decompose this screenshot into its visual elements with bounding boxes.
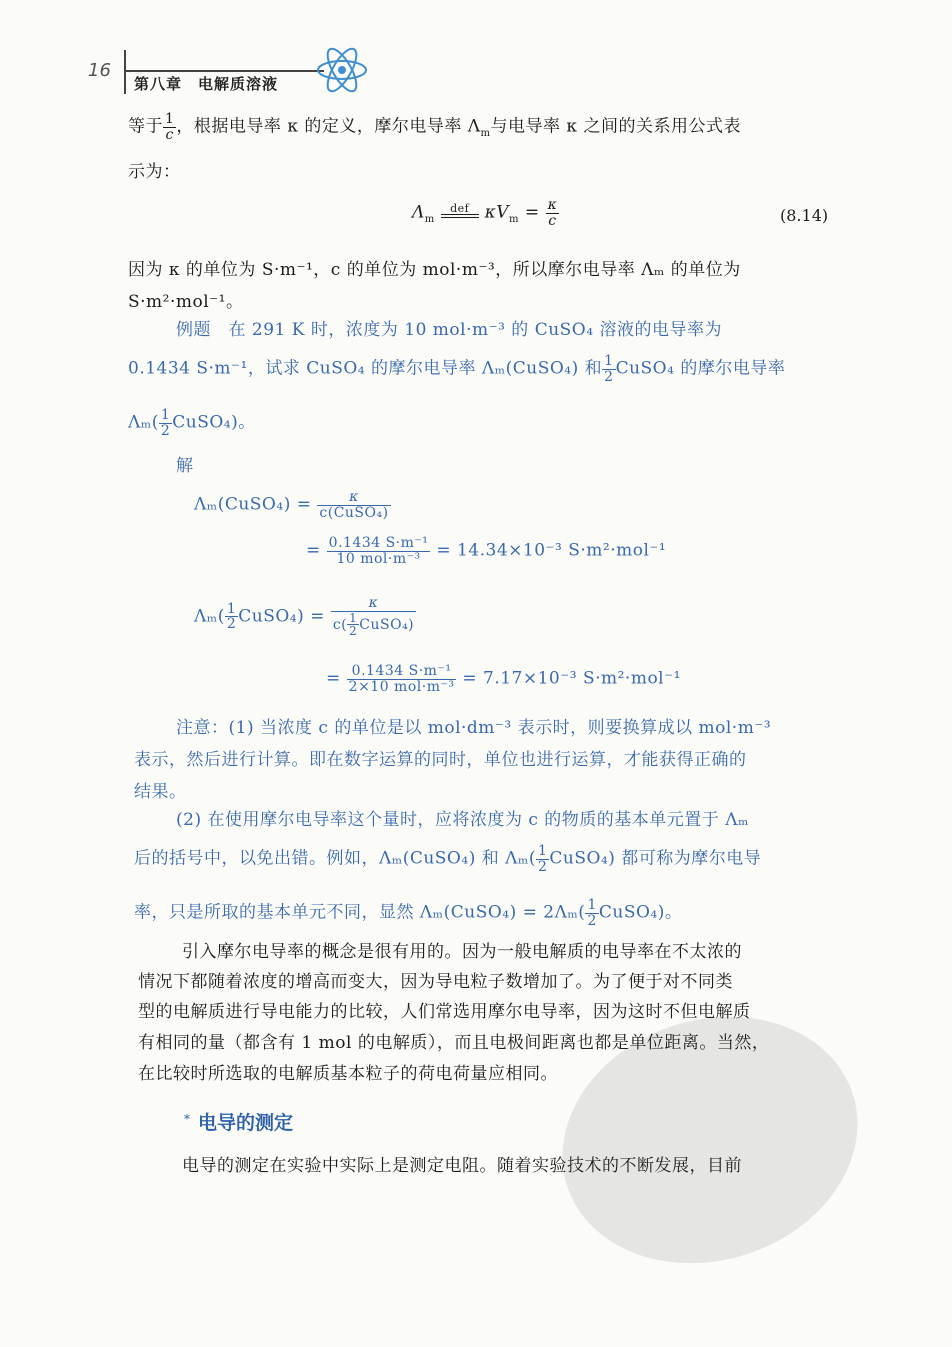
paragraph-3-line-5: 在比较时所选取的电解质基本粒子的荷电荷量应相同。 bbox=[138, 1064, 558, 1084]
paragraph-3-line-3: 型的电解质进行导电能力的比较，人们常选用摩尔电导率，因为这时不但电解质 bbox=[138, 1002, 751, 1022]
example-line-1: 例题 在 291 K 时，浓度为 10 mol·m⁻³ 的 CuSO₄ 溶液的电导率为 bbox=[176, 320, 722, 340]
paragraph-2-line-1: 因为 κ 的单位为 S·m⁻¹，c 的单位为 mol·m⁻³，所以摩尔电导率 Λₘ 的单位为 bbox=[128, 260, 741, 280]
equation-8-14: $\Lambda_m$ def $\kappa V_m$ = $\frac{\kappa}{c}$ bbox=[412, 197, 558, 229]
paragraph-3-line-2: 情况下都随着浓度的增高而变大，因为导电粒子数增加了。为了便于对不同类 bbox=[138, 972, 733, 992]
example-line-3: Λₘ( $\frac{1}{2}$ CuSO₄)。 bbox=[128, 407, 256, 439]
equation-number: (8.14) bbox=[780, 206, 829, 225]
note-1-line-1: 注意：(1) 当浓度 c 的单位是以 mol·dm⁻³ 表示时，则要换算成以 mol·m⁻³ bbox=[176, 718, 772, 738]
section-heading: 电导的测定 bbox=[198, 1112, 294, 1134]
page-number: 16 bbox=[88, 60, 111, 81]
note-2-line-3: 率，只是所取的基本单元不同，显然 Λₘ(CuSO₄) = 2Λₘ( $\frac{1}{2}$ CuSO₄)。 bbox=[134, 897, 683, 929]
atom-icon bbox=[314, 42, 370, 102]
watermark-stamp bbox=[530, 980, 889, 1301]
header-horizontal-rule bbox=[124, 70, 324, 72]
example-line-2: 0.1434 S·m⁻¹，试求 CuSO₄ 的摩尔电导率 Λₘ(CuSO₄) 和 $\frac{1}{2}$ CuSO₄ 的摩尔电导率 bbox=[128, 353, 786, 385]
solution-step-1: Λₘ(CuSO₄) = $\frac{\kappa}{\text{c(CuSO₄)}}$ bbox=[194, 489, 389, 521]
paragraph-3-line-1: 引入摩尔电导率的概念是很有用的。因为一般电解质的电导率在不太浓的 bbox=[182, 942, 742, 962]
paragraph-3-line-4: 有相同的量（都含有 1 mol 的电解质），而且电极间距离也都是单位距离。当然， bbox=[138, 1033, 770, 1053]
solution-step-2: = $\frac{\text{0.1434 S·m⁻¹}}{\text{10 mol·m⁻³}}$ = 14.34×10⁻³ S·m²·mol⁻¹ bbox=[306, 535, 667, 567]
note-2-line-2: 后的括号中，以免出错。例如，Λₘ(CuSO₄) 和 Λₘ( $\frac{1}{2}$ CuSO₄) 都可称为摩尔电导 bbox=[134, 843, 762, 875]
paragraph-1-line-2: 示为： bbox=[128, 162, 181, 182]
paragraph-2-line-2: S·m²·mol⁻¹。 bbox=[128, 292, 244, 312]
section-first-line: 电导的测定在实验中实际上是测定电阻。随着实验技术的不断发展，目前 bbox=[182, 1156, 742, 1176]
note-2-line-1: (2) 在使用摩尔电导率这个量时，应将浓度为 c 的物质的基本单元置于 Λₘ bbox=[176, 810, 749, 830]
header-vertical-rule bbox=[124, 50, 126, 94]
paragraph-1-line-1: 等于 $\frac{1}{c}$ ，根据电导率 κ 的定义，摩尔电导率 $\Lambda_m$与电导率 κ 之间的关系用公式表 bbox=[128, 111, 741, 143]
optional-section-marker: * bbox=[184, 1112, 190, 1126]
note-1-line-2: 表示，然后进行计算。即在数字运算的同时，单位也进行运算，才能获得正确的 bbox=[134, 750, 747, 770]
solution-step-3: Λₘ( $\frac{1}{2}$ CuSO₄) = κ c( $\frac{1}{2}$ CuSO₄) bbox=[194, 595, 415, 639]
solution-step-4: = $\frac{\text{0.1434 S·m⁻¹}}{\text{2×10 mol·m⁻³}}$ = 7.17×10⁻³ S·m²·mol⁻¹ bbox=[326, 663, 681, 695]
chapter-title: 第八章 电解质溶液 bbox=[134, 75, 279, 93]
solution-label: 解 bbox=[176, 456, 194, 476]
note-1-line-3: 结果。 bbox=[134, 782, 187, 802]
